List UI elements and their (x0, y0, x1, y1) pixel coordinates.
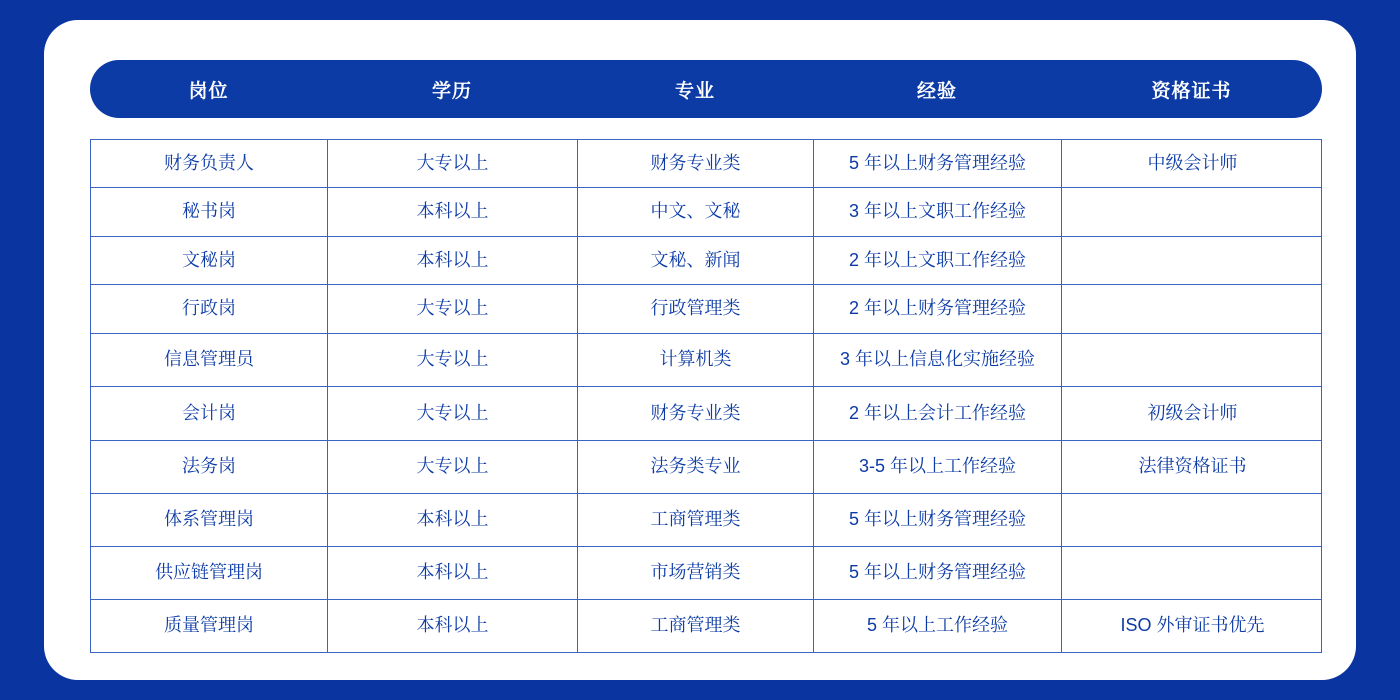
cell-major: 财务专业类 (578, 140, 814, 187)
cell-post: 会计岗 (91, 387, 328, 440)
cell-post: 体系管理岗 (91, 494, 328, 546)
cell-post: 行政岗 (91, 285, 328, 333)
cell-experience: 3-5 年以上工作经验 (814, 441, 1062, 493)
cell-post: 信息管理员 (91, 334, 328, 386)
cell-major: 行政管理类 (578, 285, 814, 333)
table-row (91, 600, 1321, 653)
cell-major: 市场营销类 (578, 547, 814, 599)
table-row (91, 140, 1321, 188)
cell-certificate (1062, 334, 1323, 386)
cell-experience: 5 年以上财务管理经验 (814, 140, 1062, 187)
table-row (91, 188, 1321, 237)
cell-education: 大专以上 (328, 441, 578, 493)
table-row (91, 494, 1321, 547)
cell-experience: 5 年以上财务管理经验 (814, 547, 1062, 599)
cell-education: 本科以上 (328, 494, 578, 546)
cell-major: 文秘、新闻 (578, 237, 814, 284)
cell-education: 本科以上 (328, 188, 578, 236)
cell-education: 大专以上 (328, 334, 578, 386)
cell-experience: 5 年以上工作经验 (814, 600, 1062, 652)
cell-education: 大专以上 (328, 387, 578, 440)
cell-education: 本科以上 (328, 600, 578, 652)
cell-post: 秘书岗 (91, 188, 328, 236)
table-row (91, 334, 1321, 387)
content-card (44, 20, 1356, 680)
cell-experience: 3 年以上信息化实施经验 (814, 334, 1062, 386)
cell-certificate (1062, 547, 1323, 599)
column-header-certificate: 资格证书 (1151, 80, 1232, 102)
cell-education: 本科以上 (328, 547, 578, 599)
job-requirements-table (90, 60, 1322, 653)
cell-certificate (1062, 188, 1323, 236)
table-body (90, 139, 1322, 653)
cell-certificate: 初级会计师 (1147, 402, 1238, 423)
cell-education: 大专以上 (328, 140, 578, 187)
table-row (91, 547, 1321, 600)
table-row (91, 237, 1321, 285)
cell-certificate (1062, 237, 1323, 284)
cell-experience: 5 年以上财务管理经验 (814, 494, 1062, 546)
cell-certificate: ISO 外审证书优先 (1120, 615, 1265, 636)
cell-major: 财务专业类 (578, 387, 814, 440)
cell-major: 中文、文秘 (578, 188, 814, 236)
cell-major: 法务类专业 (578, 441, 814, 493)
cell-education: 大专以上 (328, 285, 578, 333)
column-header-experience: 经验 (916, 80, 957, 102)
cell-certificate (1062, 494, 1323, 546)
table-row (91, 441, 1321, 494)
cell-certificate: 中级会计师 (1147, 152, 1238, 173)
cell-experience: 3 年以上文职工作经验 (814, 188, 1062, 236)
cell-experience: 2 年以上文职工作经验 (814, 237, 1062, 284)
cell-major: 工商管理类 (578, 600, 814, 652)
cell-major: 工商管理类 (578, 494, 814, 546)
cell-certificate (1062, 285, 1323, 333)
table-header-row (90, 60, 1322, 118)
column-header-education: 学历 (431, 80, 472, 102)
cell-post: 供应链管理岗 (91, 547, 328, 599)
table-row (91, 387, 1321, 441)
cell-experience: 2 年以上会计工作经验 (814, 387, 1062, 440)
cell-experience: 2 年以上财务管理经验 (814, 285, 1062, 333)
cell-certificate: 法律资格证书 (1138, 456, 1247, 477)
column-header-post: 岗位 (188, 80, 229, 102)
cell-post: 文秘岗 (91, 237, 328, 284)
cell-post: 法务岗 (91, 441, 328, 493)
column-header-major: 专业 (674, 80, 715, 102)
cell-education: 本科以上 (328, 237, 578, 284)
table-row (91, 285, 1321, 334)
cell-post: 财务负责人 (91, 140, 328, 187)
cell-major: 计算机类 (578, 334, 814, 386)
cell-post: 质量管理岗 (91, 600, 328, 652)
